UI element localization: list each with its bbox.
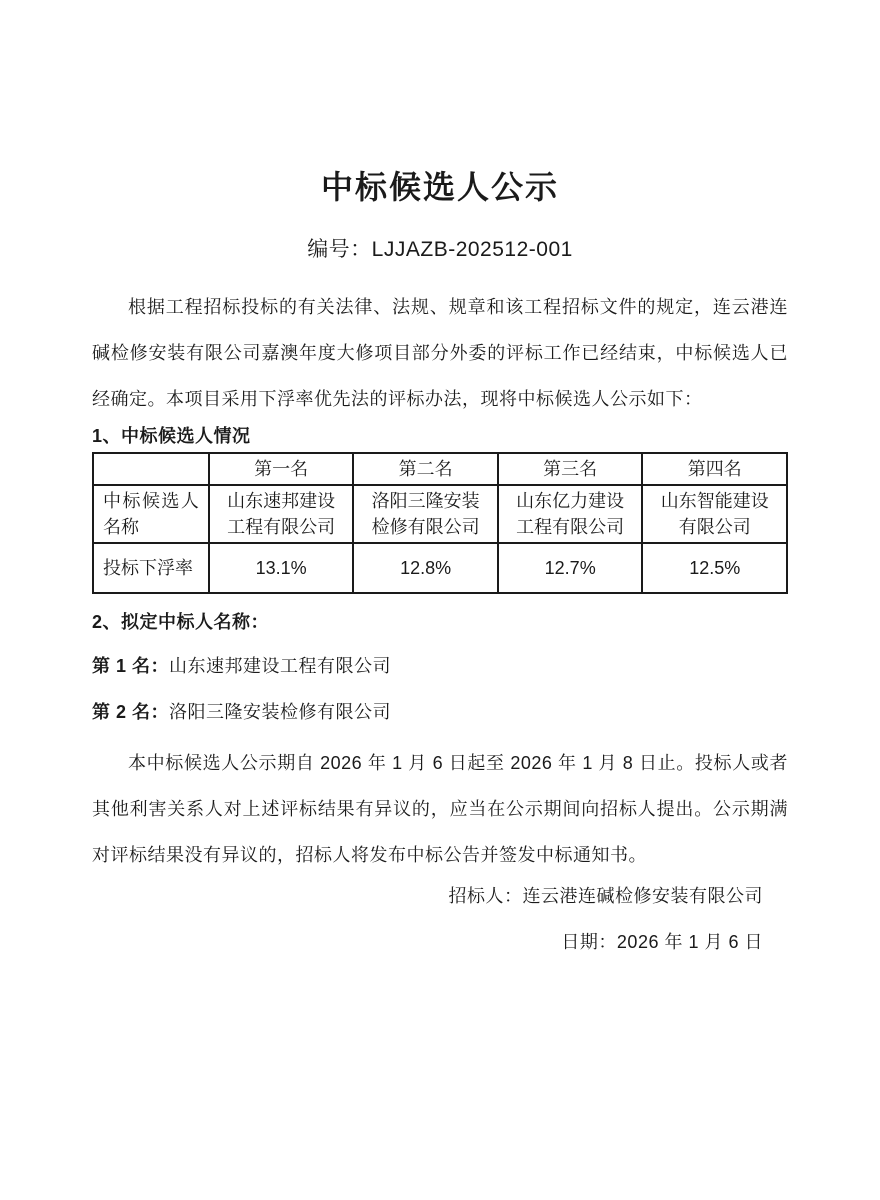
- signoff-bidder: 招标人：连云港连碱检修安装有限公司: [448, 886, 763, 906]
- discount-rate-rank1: 13.1%: [209, 543, 354, 593]
- discount-rate-rank3: 12.7%: [498, 543, 643, 593]
- table-header-rank3: 第三名: [498, 453, 643, 485]
- candidate-name-rank4: 山东智能建设有限公司: [642, 485, 787, 543]
- proposed-winner-1-name: 山东速邦建设工程有限公司: [169, 656, 392, 676]
- section1-heading: 1、中标候选人情况: [92, 426, 251, 446]
- candidate-name-rank3: 山东亿力建设工程有限公司: [498, 485, 643, 543]
- discount-rate-rank2: 12.8%: [353, 543, 498, 593]
- candidate-name-rank2: 洛阳三隆安装检修有限公司: [353, 485, 498, 543]
- discount-rate-rank4: 12.5%: [642, 543, 787, 593]
- table-header-rank1: 第一名: [209, 453, 354, 485]
- section2-heading: 2、拟定中标人名称：: [92, 612, 270, 632]
- document-title: 中标候选人公示: [320, 169, 559, 205]
- table-row-discount-rates: [93, 543, 787, 593]
- signoff-date: 日期：2026 年 1 月 6 日: [561, 932, 763, 952]
- candidate-name-rank1: 山东速邦建设工程有限公司: [209, 485, 354, 543]
- table-header-row: [93, 453, 787, 485]
- candidates-table: [92, 452, 788, 594]
- proposed-winner-2-name: 洛阳三隆安装检修有限公司: [169, 702, 392, 722]
- table-header-empty: [93, 453, 209, 485]
- proposed-winner-1: [92, 652, 788, 680]
- table-header-rank2: 第二名: [353, 453, 498, 485]
- proposed-winner-2-label: 第 2 名：: [92, 702, 170, 722]
- proposed-winner-2: [92, 698, 788, 726]
- table-header-rank4: 第四名: [642, 453, 787, 485]
- intro-paragraph: 根据工程招标投标的有关法律、法规、规章和该工程招标文件的规定，连云港连碱检修安装有限公司嘉澳年度大修项目部分外委的评标工作已经结束，中标候选人已经确定。本项目采用下浮率优先法的评标办法，现将中标候选人公示如下：: [92, 297, 788, 409]
- closing-paragraph: 本中标候选人公示期自 2026 年 1 月 6 日起至 2026 年 1 月 8 日止。投标人或者其他利害关系人对上述评标结果有异议的，应当在公示期间向招标人提出。公示期满对评标结果没有异议的，招标人将发布中标公告并签发中标通知书。: [92, 753, 788, 865]
- row-label-candidate-name: 中标候选人名称: [93, 485, 209, 543]
- proposed-winner-1-label: 第 1 名：: [92, 656, 170, 676]
- row-label-discount-rate: 投标下浮率: [93, 543, 209, 593]
- table-row-candidate-names: [93, 485, 787, 543]
- document-number: 编号：LJJAZB-202512-001: [307, 238, 573, 261]
